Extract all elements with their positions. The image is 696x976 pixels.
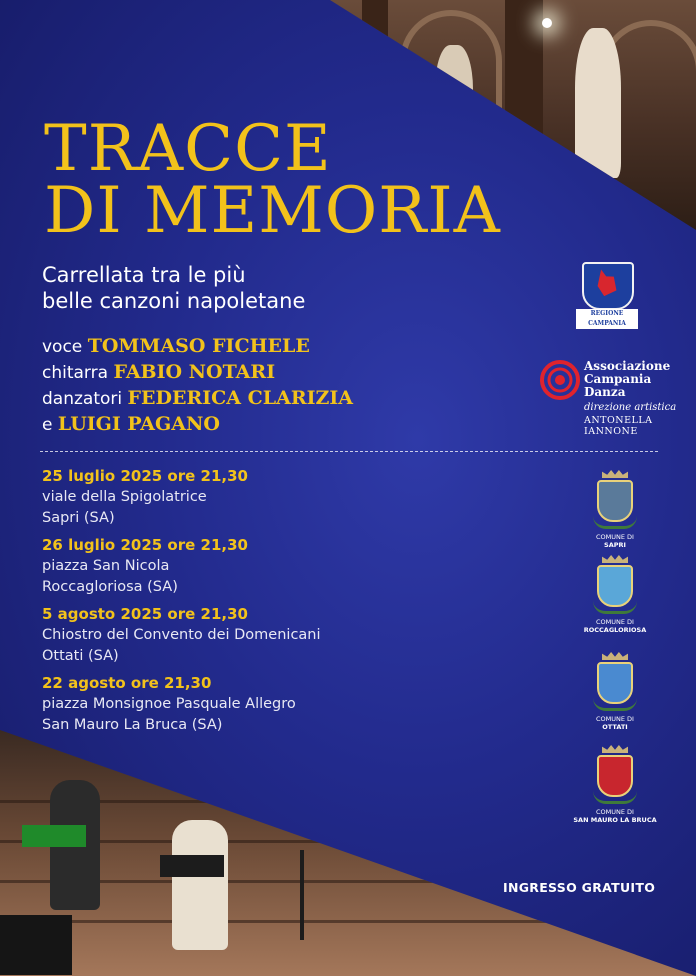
associazione-name-line: Danza: [584, 385, 626, 399]
crown-icon: [602, 555, 628, 563]
credit-name: FEDERICA CLARIZIA: [127, 387, 354, 409]
credit-role: chitarra: [42, 363, 109, 383]
associazione-name-line: Campania: [584, 372, 652, 386]
credit-dancer: [42, 412, 353, 438]
crown-icon: [602, 470, 628, 478]
associazione-mark-icon: [540, 360, 580, 400]
comune-san-mauro-la-bruca-logo: [560, 745, 670, 824]
event-venue: piazza San Nicola: [42, 558, 170, 574]
director-name-line: ANTONELLA: [584, 415, 653, 426]
comune-sapri-logo: [560, 470, 670, 549]
regione-caption: REGIONE CAMPANIA: [576, 309, 638, 329]
guitarist-figure: [172, 820, 228, 950]
regione-campania-logo: [576, 262, 636, 327]
comune-name: OTTATI: [602, 723, 628, 731]
pillar-decoration: [362, 0, 388, 100]
crown-icon: [602, 745, 628, 753]
event-venue: piazza Monsignoe Pasquale Allegro: [42, 696, 296, 712]
crown-icon: [602, 652, 628, 660]
pillar-decoration: [505, 0, 543, 170]
comune-label: COMUNE DI: [596, 618, 634, 626]
mic-stand: [300, 850, 304, 940]
credit-name: LUIGI PAGANO: [57, 413, 220, 435]
event-datetime: 5 agosto 2025 ore 21,30: [42, 605, 248, 623]
title-line-1: TRACCE: [44, 112, 332, 186]
comune-shield-icon: [597, 480, 633, 522]
dashed-divider: [40, 451, 658, 452]
speaker: [0, 915, 72, 975]
associazione-name: [584, 360, 670, 399]
comune-shield-icon: [597, 662, 633, 704]
credit-dancer: [42, 386, 353, 412]
credit-name: TOMMASO FICHELE: [87, 335, 310, 357]
event-item: [42, 466, 321, 529]
credit-role: e: [42, 415, 53, 435]
free-entry-label: INGRESSO GRATUITO: [503, 880, 656, 895]
credit-name: FABIO NOTARI: [113, 361, 276, 383]
event-town: Sapri (SA): [42, 510, 115, 526]
event-datetime: 25 luglio 2025 ore 21,30: [42, 467, 248, 485]
subtitle-line-1: Carrellata tra le più: [42, 263, 246, 287]
comune-shield-icon: [597, 755, 633, 797]
event-subtitle: [42, 262, 305, 314]
comune-name: SAN MAURO LA BRUCA: [573, 816, 657, 824]
performers-credits: [42, 334, 353, 438]
credit-role: voce: [42, 337, 83, 357]
step-line: [0, 920, 696, 923]
event-datetime: 22 agosto ore 21,30: [42, 674, 212, 692]
event-venue: viale della Spigolatrice: [42, 489, 207, 505]
comune-label: COMUNE DI: [596, 808, 634, 816]
comune-label: COMUNE DI: [596, 715, 634, 723]
comune-ottati-logo: [560, 652, 670, 731]
comune-name: SAPRI: [604, 541, 626, 549]
regione-crest-icon: [582, 262, 634, 310]
event-town: Ottati (SA): [42, 648, 119, 664]
associazione-name-line: Associazione: [584, 359, 671, 373]
direction-label: direzione artistica: [584, 402, 677, 413]
event-datetime: 26 luglio 2025 ore 21,30: [42, 536, 248, 554]
event-item: [42, 604, 321, 667]
comune-name: ROCCAGLORIOSA: [583, 626, 647, 634]
event-town: Roccagloriosa (SA): [42, 579, 178, 595]
comune-label: COMUNE DI: [596, 533, 634, 541]
director-name: [584, 415, 653, 437]
music-stand: [22, 825, 86, 847]
comune-roccagloriosa-logo: [560, 555, 670, 634]
subtitle-line-2: belle canzoni napoletane: [42, 289, 306, 313]
event-town: San Mauro La Bruca (SA): [42, 717, 223, 733]
event-title: [44, 112, 501, 248]
credit-role: danzatori: [42, 389, 123, 409]
music-stand: [160, 855, 224, 877]
title-line-2: DI MEMORIA: [44, 174, 501, 248]
event-item: [42, 673, 321, 736]
comune-shield-icon: [597, 565, 633, 607]
event-item: [42, 535, 321, 598]
director-name-line: IANNONE: [584, 426, 638, 437]
credit-guitar: [42, 360, 353, 386]
event-venue: Chiostro del Convento dei Domenicani: [42, 627, 321, 643]
credit-voice: [42, 334, 353, 360]
dancer-figure: [575, 28, 621, 178]
stage-light: [542, 18, 552, 28]
event-schedule: [42, 466, 321, 742]
step-line: [0, 840, 696, 843]
